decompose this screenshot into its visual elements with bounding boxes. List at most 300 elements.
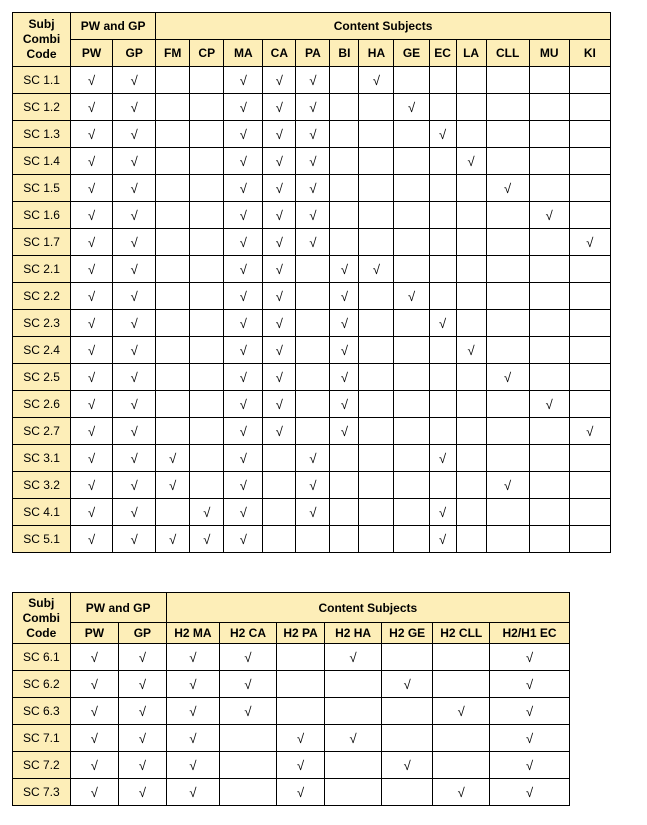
tick-mark-gp: √ (113, 499, 156, 526)
tick-mark-ca: √ (263, 121, 296, 148)
table-row (13, 256, 611, 283)
tick-mark-h2-h1-ec: √ (490, 779, 570, 806)
empty-cell (330, 499, 359, 526)
empty-cell (263, 472, 296, 499)
table-row (13, 283, 611, 310)
table-row (13, 364, 611, 391)
empty-cell (394, 202, 429, 229)
empty-cell (220, 725, 277, 752)
empty-cell (359, 364, 394, 391)
tick-mark-ca: √ (263, 256, 296, 283)
empty-cell (190, 472, 224, 499)
tick-mark-ma: √ (224, 175, 263, 202)
tick-mark-pw: √ (71, 202, 113, 229)
empty-cell (456, 391, 486, 418)
combi-code-cell: SC 2.7 (13, 418, 71, 445)
tick-mark-fm: √ (156, 445, 190, 472)
tick-mark-pw: √ (70, 698, 119, 725)
empty-cell (456, 94, 486, 121)
empty-cell (429, 472, 456, 499)
empty-cell (359, 310, 394, 337)
tick-mark-pa: √ (296, 67, 330, 94)
tick-mark-ca: √ (263, 229, 296, 256)
empty-cell (486, 499, 529, 526)
empty-cell (456, 67, 486, 94)
tick-mark-pa: √ (296, 445, 330, 472)
tick-mark-pa: √ (296, 499, 330, 526)
empty-cell (325, 671, 382, 698)
empty-cell (529, 148, 569, 175)
empty-cell (486, 391, 529, 418)
empty-cell (359, 418, 394, 445)
empty-cell (156, 391, 190, 418)
empty-cell (263, 526, 296, 553)
tick-mark-pw: √ (71, 337, 113, 364)
tick-mark-pw: √ (71, 499, 113, 526)
tick-mark-bi: √ (330, 364, 359, 391)
column-header-h2-cll: H2 CLL (433, 623, 490, 644)
tick-mark-pw: √ (71, 175, 113, 202)
table-row (13, 644, 570, 671)
tick-mark-ha: √ (359, 67, 394, 94)
empty-cell (330, 472, 359, 499)
empty-cell (263, 499, 296, 526)
empty-cell (486, 337, 529, 364)
empty-cell (569, 364, 610, 391)
tick-mark-ha: √ (359, 256, 394, 283)
empty-cell (190, 310, 224, 337)
table-row (13, 445, 611, 472)
tick-mark-cp: √ (190, 526, 224, 553)
column-header-pa: PA (296, 40, 330, 67)
empty-cell (296, 526, 330, 553)
tick-mark-gp: √ (113, 175, 156, 202)
tick-mark-mu: √ (529, 391, 569, 418)
empty-cell (394, 175, 429, 202)
subject-combination-table-1 (12, 12, 611, 553)
tick-mark-gp: √ (113, 364, 156, 391)
empty-cell (456, 310, 486, 337)
tick-mark-ma: √ (224, 337, 263, 364)
empty-cell (359, 94, 394, 121)
tick-mark-fm: √ (156, 472, 190, 499)
tick-mark-h2-ma: √ (166, 725, 220, 752)
table-row (13, 391, 611, 418)
tick-mark-la: √ (456, 148, 486, 175)
empty-cell (325, 779, 382, 806)
column-header-fm: FM (156, 40, 190, 67)
tick-mark-ma: √ (224, 499, 263, 526)
empty-cell (359, 499, 394, 526)
combi-code-cell: SC 1.2 (13, 94, 71, 121)
empty-cell (296, 418, 330, 445)
table-row (13, 67, 611, 94)
empty-cell (156, 175, 190, 202)
empty-cell (156, 67, 190, 94)
tick-mark-bi: √ (330, 283, 359, 310)
tick-mark-ma: √ (224, 94, 263, 121)
column-header-ha: HA (359, 40, 394, 67)
empty-cell (429, 391, 456, 418)
empty-cell (330, 175, 359, 202)
tick-mark-gp: √ (119, 698, 167, 725)
tick-mark-gp: √ (113, 391, 156, 418)
tick-mark-ca: √ (263, 418, 296, 445)
tick-mark-h2-ca: √ (220, 698, 277, 725)
empty-cell (381, 644, 433, 671)
tick-mark-pw: √ (71, 148, 113, 175)
tick-mark-ma: √ (224, 310, 263, 337)
combi-code-cell: SC 3.2 (13, 472, 71, 499)
tick-mark-ma: √ (224, 148, 263, 175)
empty-cell (429, 337, 456, 364)
empty-cell (433, 725, 490, 752)
empty-cell (456, 175, 486, 202)
empty-cell (156, 364, 190, 391)
empty-cell (325, 752, 382, 779)
tick-mark-ca: √ (263, 283, 296, 310)
tick-mark-ca: √ (263, 94, 296, 121)
column-header-gp: GP (113, 40, 156, 67)
tick-mark-bi: √ (330, 418, 359, 445)
tick-mark-h2-ha: √ (325, 725, 382, 752)
table-row (13, 310, 611, 337)
empty-cell (569, 256, 610, 283)
tick-mark-bi: √ (330, 391, 359, 418)
tick-mark-ma: √ (224, 418, 263, 445)
empty-cell (359, 445, 394, 472)
empty-cell (190, 175, 224, 202)
empty-cell (394, 337, 429, 364)
tick-mark-cp: √ (190, 499, 224, 526)
empty-cell (330, 202, 359, 229)
empty-cell (330, 121, 359, 148)
tick-mark-pa: √ (296, 472, 330, 499)
empty-cell (156, 229, 190, 256)
combi-code-cell: SC 7.2 (13, 752, 71, 779)
tick-mark-h2-h1-ec: √ (490, 725, 570, 752)
tick-mark-h2-ca: √ (220, 671, 277, 698)
group-header-pw-gp: PW and GP (70, 593, 166, 623)
combi-code-cell: SC 1.1 (13, 67, 71, 94)
tick-mark-gp: √ (113, 472, 156, 499)
empty-cell (529, 499, 569, 526)
empty-cell (456, 445, 486, 472)
empty-cell (486, 310, 529, 337)
tick-mark-gp: √ (113, 445, 156, 472)
empty-cell (156, 256, 190, 283)
tick-mark-pw: √ (70, 725, 119, 752)
tick-mark-h2-ma: √ (166, 752, 220, 779)
tick-mark-ki: √ (569, 229, 610, 256)
empty-cell (433, 752, 490, 779)
empty-cell (190, 202, 224, 229)
empty-cell (359, 202, 394, 229)
tick-mark-gp: √ (113, 526, 156, 553)
empty-cell (359, 121, 394, 148)
empty-cell (156, 94, 190, 121)
tick-mark-pa: √ (296, 202, 330, 229)
empty-cell (429, 283, 456, 310)
tick-mark-pa: √ (296, 121, 330, 148)
empty-cell (359, 175, 394, 202)
empty-cell (156, 121, 190, 148)
tick-mark-pw: √ (71, 229, 113, 256)
tick-mark-pw: √ (71, 445, 113, 472)
tick-mark-pw: √ (70, 644, 119, 671)
empty-cell (456, 418, 486, 445)
empty-cell (330, 445, 359, 472)
empty-cell (394, 67, 429, 94)
empty-cell (190, 121, 224, 148)
combi-code-cell: SC 1.5 (13, 175, 71, 202)
empty-cell (569, 472, 610, 499)
tick-mark-ma: √ (224, 67, 263, 94)
tick-mark-pw: √ (71, 121, 113, 148)
empty-cell (296, 391, 330, 418)
combi-code-cell: SC 2.4 (13, 337, 71, 364)
tick-mark-gp: √ (113, 229, 156, 256)
combi-code-cell: SC 2.3 (13, 310, 71, 337)
empty-cell (456, 202, 486, 229)
tick-mark-gp: √ (113, 67, 156, 94)
empty-cell (456, 283, 486, 310)
column-header-gp: GP (119, 623, 167, 644)
empty-cell (569, 202, 610, 229)
empty-cell (529, 364, 569, 391)
table-row (13, 94, 611, 121)
tick-mark-pw: √ (71, 256, 113, 283)
empty-cell (429, 364, 456, 391)
empty-cell (569, 526, 610, 553)
empty-cell (429, 202, 456, 229)
empty-cell (190, 94, 224, 121)
tick-mark-bi: √ (330, 256, 359, 283)
empty-cell (394, 445, 429, 472)
empty-cell (456, 499, 486, 526)
empty-cell (394, 499, 429, 526)
empty-cell (569, 94, 610, 121)
empty-cell (529, 337, 569, 364)
empty-cell (569, 391, 610, 418)
column-header-bi: BI (330, 40, 359, 67)
empty-cell (330, 94, 359, 121)
empty-cell (529, 310, 569, 337)
empty-cell (330, 526, 359, 553)
empty-cell (296, 364, 330, 391)
tick-mark-ec: √ (429, 121, 456, 148)
tick-mark-ge: √ (394, 283, 429, 310)
empty-cell (381, 725, 433, 752)
empty-cell (456, 121, 486, 148)
subject-combination-table-2 (12, 592, 570, 806)
combi-code-cell: SC 6.1 (13, 644, 71, 671)
table-row (13, 337, 611, 364)
empty-cell (394, 256, 429, 283)
tick-mark-gp: √ (113, 148, 156, 175)
empty-cell (529, 472, 569, 499)
empty-cell (433, 671, 490, 698)
empty-cell (529, 445, 569, 472)
empty-cell (429, 418, 456, 445)
empty-cell (296, 337, 330, 364)
empty-cell (569, 121, 610, 148)
empty-cell (486, 94, 529, 121)
table-row (13, 175, 611, 202)
tick-mark-ca: √ (263, 337, 296, 364)
empty-cell (276, 698, 325, 725)
column-header-h2-ma: H2 MA (166, 623, 220, 644)
empty-cell (190, 418, 224, 445)
tick-mark-pw: √ (71, 67, 113, 94)
tick-mark-pw: √ (71, 94, 113, 121)
empty-cell (276, 671, 325, 698)
tick-mark-h2-ma: √ (166, 671, 220, 698)
empty-cell (190, 283, 224, 310)
tick-mark-cll: √ (486, 472, 529, 499)
combi-code-cell: SC 2.2 (13, 283, 71, 310)
empty-cell (394, 391, 429, 418)
empty-cell (569, 337, 610, 364)
corner-header: Subj Combi Code (13, 593, 71, 644)
combi-code-cell: SC 2.6 (13, 391, 71, 418)
tick-mark-h2-pa: √ (276, 725, 325, 752)
tick-mark-ma: √ (224, 472, 263, 499)
empty-cell (359, 472, 394, 499)
empty-cell (220, 752, 277, 779)
combi-code-cell: SC 7.3 (13, 779, 71, 806)
empty-cell (156, 283, 190, 310)
tick-mark-pw: √ (71, 310, 113, 337)
empty-cell (330, 229, 359, 256)
empty-cell (359, 337, 394, 364)
empty-cell (569, 283, 610, 310)
empty-cell (486, 148, 529, 175)
empty-cell (156, 499, 190, 526)
column-header-ec: EC (429, 40, 456, 67)
column-header-cp: CP (190, 40, 224, 67)
empty-cell (381, 779, 433, 806)
tick-mark-ma: √ (224, 256, 263, 283)
empty-cell (529, 229, 569, 256)
empty-cell (486, 229, 529, 256)
empty-cell (486, 67, 529, 94)
empty-cell (190, 148, 224, 175)
tick-mark-ec: √ (429, 499, 456, 526)
empty-cell (429, 94, 456, 121)
empty-cell (486, 283, 529, 310)
tick-mark-h2-ha: √ (325, 644, 382, 671)
group-header-content-subjects: Content Subjects (166, 593, 569, 623)
tick-mark-pa: √ (296, 148, 330, 175)
empty-cell (190, 229, 224, 256)
empty-cell (569, 499, 610, 526)
empty-cell (381, 698, 433, 725)
tick-mark-h2-h1-ec: √ (490, 698, 570, 725)
tick-mark-h2-ge: √ (381, 671, 433, 698)
empty-cell (330, 67, 359, 94)
combi-code-cell: SC 6.3 (13, 698, 71, 725)
tick-mark-pw: √ (71, 526, 113, 553)
table-row (13, 148, 611, 175)
empty-cell (456, 472, 486, 499)
empty-cell (276, 644, 325, 671)
tick-mark-ca: √ (263, 175, 296, 202)
empty-cell (569, 148, 610, 175)
column-header-h2-pa: H2 PA (276, 623, 325, 644)
tick-mark-h2-pa: √ (276, 779, 325, 806)
empty-cell (569, 445, 610, 472)
tick-mark-pa: √ (296, 175, 330, 202)
empty-cell (220, 779, 277, 806)
empty-cell (394, 310, 429, 337)
empty-cell (359, 391, 394, 418)
empty-cell (394, 121, 429, 148)
empty-cell (456, 526, 486, 553)
tick-mark-ec: √ (429, 445, 456, 472)
combi-code-cell: SC 7.1 (13, 725, 71, 752)
tick-mark-ma: √ (224, 229, 263, 256)
combi-code-cell: SC 1.7 (13, 229, 71, 256)
tick-mark-ge: √ (394, 94, 429, 121)
tick-mark-h2-h1-ec: √ (490, 644, 570, 671)
empty-cell (394, 526, 429, 553)
empty-cell (456, 229, 486, 256)
column-header-la: LA (456, 40, 486, 67)
tick-mark-pw: √ (71, 418, 113, 445)
tick-mark-ec: √ (429, 310, 456, 337)
tick-mark-gp: √ (119, 671, 167, 698)
empty-cell (529, 121, 569, 148)
column-header-ma: MA (224, 40, 263, 67)
tick-mark-gp: √ (113, 418, 156, 445)
tick-mark-h2-ge: √ (381, 752, 433, 779)
tick-mark-ca: √ (263, 67, 296, 94)
column-header-pw: PW (71, 40, 113, 67)
empty-cell (263, 445, 296, 472)
tick-mark-pw: √ (71, 364, 113, 391)
tick-mark-pa: √ (296, 94, 330, 121)
empty-cell (529, 67, 569, 94)
tick-mark-gp: √ (113, 337, 156, 364)
tick-mark-bi: √ (330, 310, 359, 337)
tick-mark-bi: √ (330, 337, 359, 364)
empty-cell (486, 418, 529, 445)
empty-cell (156, 148, 190, 175)
empty-cell (529, 94, 569, 121)
combi-code-cell: SC 5.1 (13, 526, 71, 553)
column-header-ki: KI (569, 40, 610, 67)
empty-cell (429, 256, 456, 283)
tick-mark-pw: √ (70, 779, 119, 806)
tick-mark-pw: √ (70, 671, 119, 698)
empty-cell (433, 644, 490, 671)
tick-mark-mu: √ (529, 202, 569, 229)
empty-cell (296, 283, 330, 310)
table-row (13, 229, 611, 256)
column-header-h2-h1-ec: H2/H1 EC (490, 623, 570, 644)
empty-cell (429, 175, 456, 202)
tick-mark-ma: √ (224, 283, 263, 310)
empty-cell (569, 175, 610, 202)
empty-cell (156, 418, 190, 445)
empty-cell (330, 148, 359, 175)
tick-mark-ca: √ (263, 148, 296, 175)
tick-mark-pw: √ (71, 391, 113, 418)
tick-mark-h2-cll: √ (433, 698, 490, 725)
combi-code-cell: SC 1.3 (13, 121, 71, 148)
tick-mark-h2-pa: √ (276, 752, 325, 779)
